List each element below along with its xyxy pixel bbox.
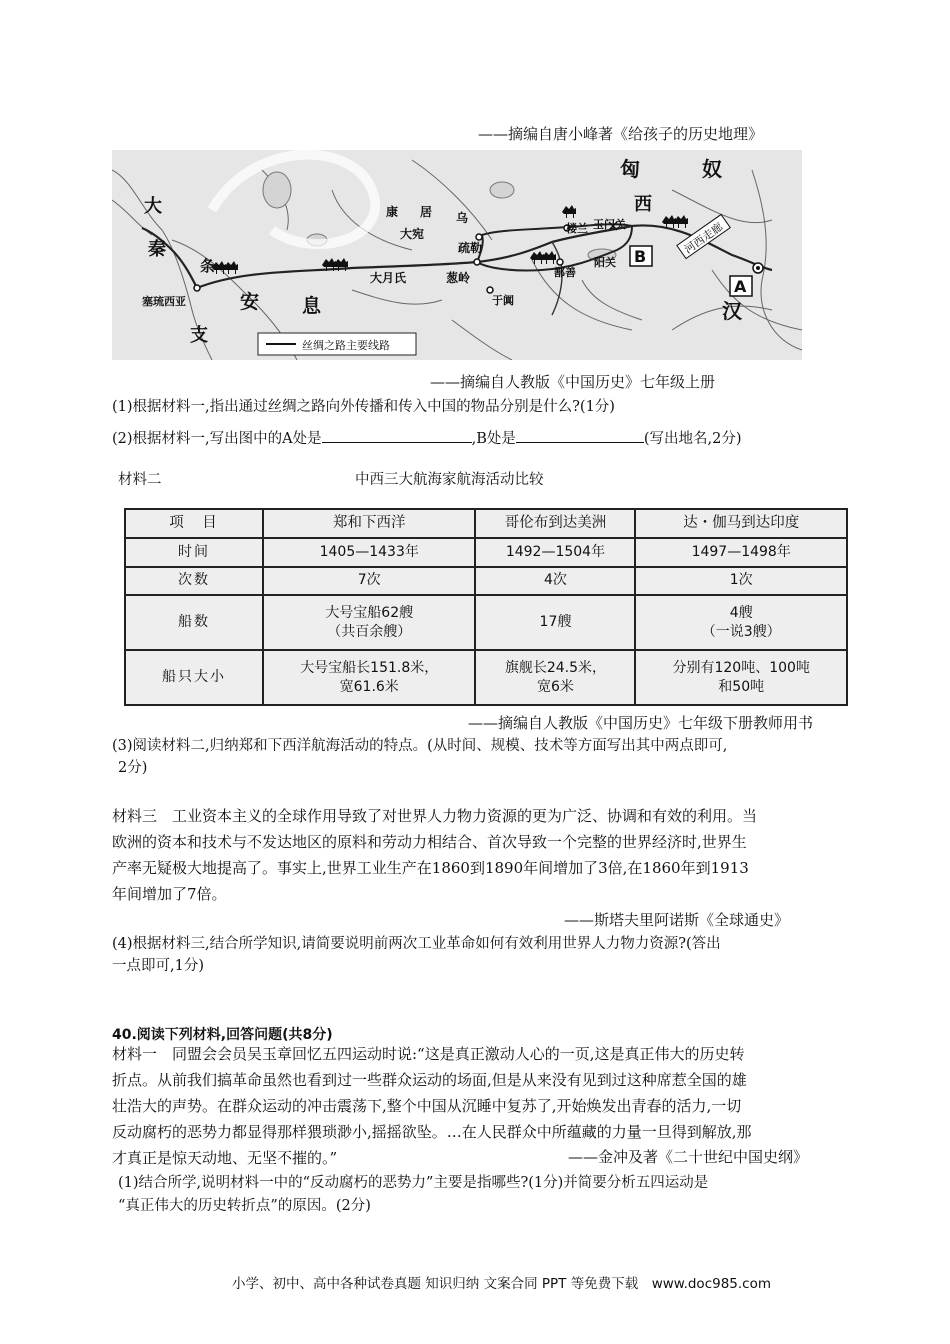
source-line-3: ——摘编自人教版《中国历史》七年级下册教师用书 xyxy=(468,714,814,732)
table-header-cell: 达・伽马到达印度 xyxy=(635,509,847,538)
camel-icon xyxy=(224,261,238,274)
map-label-han: 汉 xyxy=(722,299,742,323)
table-cell: 4次 xyxy=(475,567,635,596)
map-label-qin: 秦 xyxy=(148,239,166,260)
table-row xyxy=(125,538,847,567)
question-3-line-2: 2分) xyxy=(118,760,148,776)
table-cell: 1次 xyxy=(635,567,847,596)
table-cell: 船数 xyxy=(125,595,263,650)
q40-material-line-4: 反动腐朽的恶势力都显得那样猥琐渺小,摇摇欲坠。…在人民群众中所蕴藏的力量一旦得到解放,那 xyxy=(112,1123,752,1141)
map-label-yumenguan: 玉门关 xyxy=(593,218,626,231)
camel-icon xyxy=(530,251,544,264)
camel-icon xyxy=(562,205,576,218)
q40-material-line-2: 折点。从前我们搞革命虽然也看到过一些群众运动的场面,但是从来没有见到过这种席惹全国的雄 xyxy=(112,1071,747,1089)
answer-blank-b[interactable] xyxy=(516,428,644,443)
page-footer: 小学、初中、高中各种试卷真题 知识归纳 文案合同 PPT 等免费下载 www.doc985.com xyxy=(232,1276,772,1292)
map-label-dayuan: 大宛 xyxy=(400,227,425,241)
table-cell: 大号宝船62艘 （共百余艘） xyxy=(263,595,475,650)
table-row xyxy=(125,650,847,705)
lake-shape xyxy=(263,172,291,208)
material-3-line-2: 欧洲的资本和技术与不发达地区的原料和劳动力相结合、首次导致一个完整的世界经济时,世界生 xyxy=(112,833,747,851)
map-label-xiong: 匈 xyxy=(620,157,640,181)
map-label-yutian: 于阗 xyxy=(492,294,514,307)
table-cell: 1405—1433年 xyxy=(263,538,475,567)
city-dot-changan-center xyxy=(756,266,760,270)
silk-road-map-svg xyxy=(112,150,802,360)
city-dot-saileucia xyxy=(194,285,200,291)
map-label-yangguan: 阳关 xyxy=(594,256,616,269)
source-line-1: ——摘编自唐小峰著《给孩子的历史地理》 xyxy=(478,125,764,143)
table-cell: 旗舰长24.5米， 宽6米 xyxy=(475,650,635,705)
map-label-xi-region: 西 xyxy=(634,194,652,215)
answer-blank-a[interactable] xyxy=(322,428,472,443)
q40-question-1-line-1: (1)结合所学,说明材料一中的“反动腐朽的恶势力”主要是指哪些?(1分)并简要分析五四运动是 xyxy=(118,1175,709,1191)
question-4-line-1: (4)根据材料三,结合所学知识,请简要说明前两次工业革命如何有效利用世界人力物力资源?(答出 xyxy=(112,936,721,952)
table-cell: 次数 xyxy=(125,567,263,596)
camel-icon xyxy=(662,215,676,228)
camel-icon xyxy=(674,215,688,228)
map-legend-label: 丝绸之路主要线路 xyxy=(302,339,390,352)
material-3-line-4: 年间增加了7倍。 xyxy=(112,885,227,903)
table-header-cell: 哥伦布到达美洲 xyxy=(475,509,635,538)
q40-material-line-3: 壮浩大的声势。在群众运动的冲击震荡下,整个中国从沉睡中复苏了,开始焕发出青春的活力,一切 xyxy=(112,1097,742,1115)
table-cell: 17艘 xyxy=(475,595,635,650)
map-label-b: B xyxy=(634,247,647,266)
silk-road-map xyxy=(112,150,802,360)
q40-source: ——金冲及著《二十世纪中国史纲》 xyxy=(568,1148,809,1166)
question-3-line-1: (3)阅读材料二,归纳郑和下西洋航海活动的特点。(从时间、规模、技术等方面写出其中两点即可, xyxy=(112,738,728,754)
q40-material-line-5: 才真正是惊天动地、无坚不摧的。” xyxy=(112,1149,338,1167)
table-header-cell: 项 目 xyxy=(125,509,263,538)
map-label-yueshi: 大月氏 xyxy=(370,271,407,285)
table-body xyxy=(125,509,847,705)
table-cell: 1492—1504年 xyxy=(475,538,635,567)
q40-question-1-line-2: “真正伟大的历史转折点”的原因。(2分) xyxy=(118,1198,371,1214)
map-label-xi: 息 xyxy=(302,295,322,317)
map-label-kang: 康 xyxy=(386,205,399,219)
question-2-suffix: (写出地名,2分) xyxy=(643,431,742,447)
table-cell: 大号宝船长151.8米， 宽61.6米 xyxy=(263,650,475,705)
map-label-ju: 居 xyxy=(420,205,433,219)
table-cell: 4艘 （一说3艘） xyxy=(635,595,847,650)
question-2-prefix: (2)根据材料一,写出图中的A处是 xyxy=(112,431,322,447)
city-dot-shanshan xyxy=(557,259,563,265)
material-2-title: 中西三大航海家航海活动比较 xyxy=(355,472,544,488)
table-cell: 分别有120吨、100吨 和50吨 xyxy=(635,650,847,705)
question-2-mid: ,B处是 xyxy=(471,431,516,447)
map-label-da: 大 xyxy=(144,196,162,217)
question-40-heading: 40.阅读下列材料,回答问题(共8分) xyxy=(112,1027,333,1043)
navigator-comparison-table xyxy=(124,508,848,706)
map-label-hexi: 河西走廊 xyxy=(681,220,726,257)
map-label-loulan: 楼兰 xyxy=(566,222,588,235)
camel-icon xyxy=(542,251,556,264)
material-3-line-3: 产率无疑极大地提高了。事实上,世界工业生产在1860到1890年间增加了3倍,在1860年到1913 xyxy=(112,859,749,877)
source-line-4: ——斯塔夫里阿诺斯《全球通史》 xyxy=(564,911,790,929)
map-label-shule: 疏勒 xyxy=(458,241,483,255)
q40-material-line-1: 材料一 同盟会会员吴玉章回忆五四运动时说:“这是真正激动人心的一页,这是真正伟大的历史转 xyxy=(112,1045,745,1063)
map-label-saileucia: 塞琉西亚 xyxy=(142,295,186,308)
city-dot-shule xyxy=(476,234,482,240)
comparison-table xyxy=(124,508,848,706)
table-cell: 船只大小 xyxy=(125,650,263,705)
table-cell: 1497—1498年 xyxy=(635,538,847,567)
table-row xyxy=(125,595,847,650)
map-label-zhi: 支 xyxy=(190,325,208,346)
map-label-an: 安 xyxy=(240,291,260,313)
question-1: (1)根据材料一,指出通过丝绸之路向外传播和传入中国的物品分别是什么?(1分) xyxy=(112,399,615,415)
map-label-wu: 乌 xyxy=(456,211,469,225)
map-label-a: A xyxy=(734,277,747,296)
lake-shape xyxy=(490,182,514,198)
table-header-cell: 郑和下西洋 xyxy=(263,509,475,538)
city-dot-congling xyxy=(474,259,480,265)
table-cell: 7次 xyxy=(263,567,475,596)
question-2 xyxy=(112,428,842,450)
watermark-swirl xyxy=(212,155,375,244)
material-2-label: 材料二 xyxy=(118,472,162,488)
table-row xyxy=(125,567,847,596)
table-cell: 时间 xyxy=(125,538,263,567)
question-4-line-2: 一点即可,1分) xyxy=(112,958,204,974)
material-3-line-1: 材料三 工业资本主义的全球作用导致了对世界人力物力资源的更为广泛、协调和有效的利用。当 xyxy=(112,807,758,825)
map-label-tiao: 条 xyxy=(200,257,216,275)
source-line-2: ——摘编自人教版《中国历史》七年级上册 xyxy=(430,373,716,391)
map-label-nu: 奴 xyxy=(702,157,722,181)
map-label-shanshan: 鄯善 xyxy=(554,266,576,279)
city-dot-yutian xyxy=(487,287,493,293)
map-terrain xyxy=(112,160,802,360)
table-header-row xyxy=(125,509,847,538)
map-label-congling: 葱岭 xyxy=(446,271,471,285)
